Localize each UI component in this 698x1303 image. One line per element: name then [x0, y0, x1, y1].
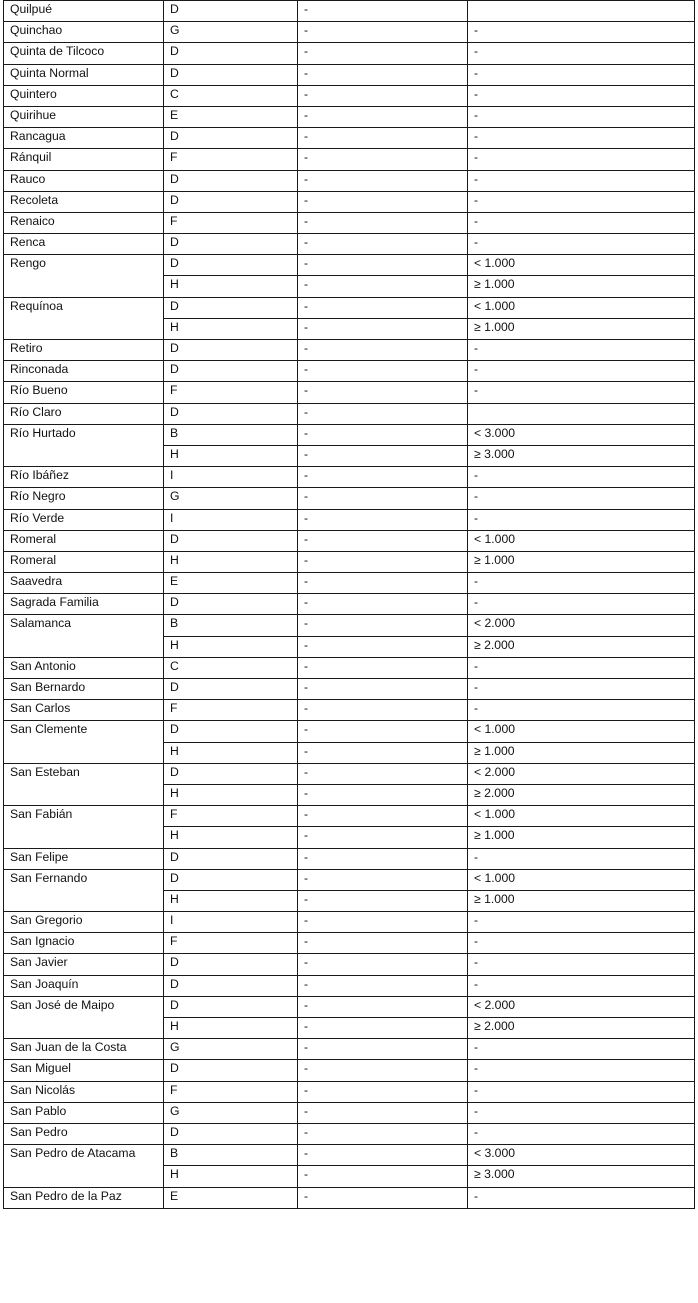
class-cell: C: [164, 657, 298, 678]
class-cell: D: [164, 848, 298, 869]
threshold-cell: -: [468, 848, 695, 869]
column-three-cell: -: [298, 721, 468, 742]
threshold-cell: -: [468, 657, 695, 678]
table-row: [4, 848, 695, 869]
class-cell: B: [164, 1145, 298, 1166]
threshold-cell: < 3.000: [468, 1145, 695, 1166]
column-three-cell: -: [298, 996, 468, 1017]
column-three-cell: -: [298, 85, 468, 106]
class-cell: I: [164, 509, 298, 530]
threshold-cell: -: [468, 488, 695, 509]
commune-name-cell: Renaico: [4, 212, 164, 233]
table-row: [4, 615, 695, 636]
commune-name-cell: Quinta Normal: [4, 64, 164, 85]
class-cell: H: [164, 551, 298, 572]
column-three-cell: -: [298, 509, 468, 530]
column-three-cell: -: [298, 1187, 468, 1208]
class-cell: H: [164, 890, 298, 911]
table-row: [4, 255, 695, 276]
commune-name-cell: Río Hurtado: [4, 424, 164, 466]
class-cell: D: [164, 1123, 298, 1144]
class-cell: H: [164, 276, 298, 297]
threshold-cell: -: [468, 912, 695, 933]
commune-name-cell: San Fabián: [4, 806, 164, 848]
column-three-cell: -: [298, 191, 468, 212]
column-three-cell: -: [298, 1, 468, 22]
commune-name-cell: Rauco: [4, 170, 164, 191]
class-cell: D: [164, 763, 298, 784]
column-three-cell: -: [298, 657, 468, 678]
table-row: [4, 763, 695, 784]
column-three-cell: -: [298, 149, 468, 170]
commune-name-cell: San Javier: [4, 954, 164, 975]
commune-name-cell: Quirihue: [4, 106, 164, 127]
class-cell: H: [164, 742, 298, 763]
class-cell: H: [164, 318, 298, 339]
threshold-cell: ≥ 2.000: [468, 784, 695, 805]
threshold-cell: -: [468, 234, 695, 255]
class-cell: F: [164, 149, 298, 170]
commune-table: [3, 0, 695, 1209]
commune-name-cell: Rancagua: [4, 128, 164, 149]
class-cell: H: [164, 1018, 298, 1039]
class-cell: D: [164, 975, 298, 996]
column-three-cell: -: [298, 700, 468, 721]
class-cell: D: [164, 255, 298, 276]
column-three-cell: -: [298, 1081, 468, 1102]
threshold-cell: -: [468, 975, 695, 996]
commune-name-cell: San Gregorio: [4, 912, 164, 933]
commune-name-cell: Romeral: [4, 551, 164, 572]
commune-name-cell: San Bernardo: [4, 679, 164, 700]
threshold-cell: ≥ 1.000: [468, 890, 695, 911]
threshold-cell: -: [468, 933, 695, 954]
class-cell: E: [164, 106, 298, 127]
commune-name-cell: Quinchao: [4, 22, 164, 43]
table-row: [4, 234, 695, 255]
threshold-cell: -: [468, 149, 695, 170]
column-three-cell: -: [298, 869, 468, 890]
class-cell: D: [164, 1, 298, 22]
commune-name-cell: Salamanca: [4, 615, 164, 657]
threshold-cell: < 2.000: [468, 763, 695, 784]
column-three-cell: -: [298, 615, 468, 636]
commune-name-cell: Río Bueno: [4, 382, 164, 403]
table-row: [4, 657, 695, 678]
table-row: [4, 721, 695, 742]
column-three-cell: -: [298, 234, 468, 255]
table-row: [4, 191, 695, 212]
table-row: [4, 679, 695, 700]
class-cell: H: [164, 636, 298, 657]
class-cell: F: [164, 933, 298, 954]
commune-name-cell: Rinconada: [4, 361, 164, 382]
table-row: [4, 1102, 695, 1123]
commune-name-cell: Quilpué: [4, 1, 164, 22]
class-cell: F: [164, 1081, 298, 1102]
class-cell: D: [164, 721, 298, 742]
class-cell: D: [164, 191, 298, 212]
table-row: [4, 1123, 695, 1144]
class-cell: D: [164, 128, 298, 149]
column-three-cell: -: [298, 742, 468, 763]
commune-name-cell: San Felipe: [4, 848, 164, 869]
column-three-cell: -: [298, 912, 468, 933]
threshold-cell: < 1.000: [468, 721, 695, 742]
class-cell: G: [164, 488, 298, 509]
class-cell: G: [164, 22, 298, 43]
commune-name-cell: San José de Maipo: [4, 996, 164, 1038]
threshold-cell: -: [468, 106, 695, 127]
class-cell: D: [164, 43, 298, 64]
commune-name-cell: Recoleta: [4, 191, 164, 212]
threshold-cell: -: [468, 128, 695, 149]
column-three-cell: -: [298, 1102, 468, 1123]
threshold-cell: -: [468, 1039, 695, 1060]
column-three-cell: -: [298, 806, 468, 827]
threshold-cell: ≥ 2.000: [468, 1018, 695, 1039]
threshold-cell: -: [468, 509, 695, 530]
commune-name-cell: Saavedra: [4, 573, 164, 594]
column-three-cell: -: [298, 276, 468, 297]
table-row: [4, 488, 695, 509]
commune-name-cell: San Carlos: [4, 700, 164, 721]
table-row: [4, 509, 695, 530]
commune-name-cell: Requínoa: [4, 297, 164, 339]
column-three-cell: -: [298, 890, 468, 911]
table-row: [4, 573, 695, 594]
class-cell: D: [164, 64, 298, 85]
class-cell: D: [164, 340, 298, 361]
commune-name-cell: Río Negro: [4, 488, 164, 509]
threshold-cell: -: [468, 1123, 695, 1144]
table-row: [4, 170, 695, 191]
commune-name-cell: San Esteban: [4, 763, 164, 805]
column-three-cell: -: [298, 64, 468, 85]
threshold-cell: -: [468, 43, 695, 64]
class-cell: H: [164, 445, 298, 466]
commune-name-cell: San Pablo: [4, 1102, 164, 1123]
table-row: [4, 700, 695, 721]
column-three-cell: -: [298, 954, 468, 975]
threshold-cell: < 1.000: [468, 869, 695, 890]
commune-name-cell: Río Ibáñez: [4, 467, 164, 488]
commune-name-cell: Rengo: [4, 255, 164, 297]
threshold-cell: [468, 403, 695, 424]
column-three-cell: -: [298, 361, 468, 382]
table-row: [4, 212, 695, 233]
threshold-cell: -: [468, 1060, 695, 1081]
threshold-cell: ≥ 3.000: [468, 445, 695, 466]
column-three-cell: -: [298, 975, 468, 996]
table-row: [4, 424, 695, 445]
threshold-cell: < 1.000: [468, 255, 695, 276]
threshold-cell: ≥ 1.000: [468, 742, 695, 763]
column-three-cell: -: [298, 594, 468, 615]
commune-name-cell: Sagrada Familia: [4, 594, 164, 615]
commune-name-cell: Quinta de Tilcoco: [4, 43, 164, 64]
commune-name-cell: San Clemente: [4, 721, 164, 763]
column-three-cell: -: [298, 1039, 468, 1060]
threshold-cell: -: [468, 170, 695, 191]
threshold-cell: ≥ 1.000: [468, 276, 695, 297]
threshold-cell: -: [468, 212, 695, 233]
threshold-cell: -: [468, 22, 695, 43]
table-row: [4, 22, 695, 43]
table-row: [4, 869, 695, 890]
table-row: [4, 85, 695, 106]
column-three-cell: -: [298, 827, 468, 848]
class-cell: D: [164, 594, 298, 615]
table-row: [4, 382, 695, 403]
commune-name-cell: Romeral: [4, 530, 164, 551]
commune-name-cell: San Pedro de Atacama: [4, 1145, 164, 1187]
column-three-cell: -: [298, 530, 468, 551]
table-row: [4, 1060, 695, 1081]
commune-name-cell: San Antonio: [4, 657, 164, 678]
threshold-cell: ≥ 1.000: [468, 551, 695, 572]
threshold-cell: -: [468, 1102, 695, 1123]
threshold-cell: -: [468, 573, 695, 594]
column-three-cell: -: [298, 340, 468, 361]
column-three-cell: -: [298, 106, 468, 127]
class-cell: G: [164, 1039, 298, 1060]
class-cell: D: [164, 170, 298, 191]
table-row: [4, 975, 695, 996]
commune-name-cell: San Juan de la Costa: [4, 1039, 164, 1060]
commune-name-cell: Río Claro: [4, 403, 164, 424]
class-cell: D: [164, 403, 298, 424]
threshold-cell: -: [468, 1187, 695, 1208]
class-cell: D: [164, 361, 298, 382]
table-row: [4, 1, 695, 22]
column-three-cell: -: [298, 784, 468, 805]
threshold-cell: < 1.000: [468, 806, 695, 827]
threshold-cell: [468, 1, 695, 22]
class-cell: D: [164, 234, 298, 255]
commune-name-cell: San Pedro: [4, 1123, 164, 1144]
column-three-cell: -: [298, 848, 468, 869]
commune-name-cell: San Nicolás: [4, 1081, 164, 1102]
column-three-cell: -: [298, 488, 468, 509]
threshold-cell: -: [468, 340, 695, 361]
column-three-cell: -: [298, 382, 468, 403]
threshold-cell: -: [468, 679, 695, 700]
commune-name-cell: San Pedro de la Paz: [4, 1187, 164, 1208]
threshold-cell: < 1.000: [468, 530, 695, 551]
threshold-cell: < 3.000: [468, 424, 695, 445]
threshold-cell: ≥ 3.000: [468, 1166, 695, 1187]
threshold-cell: -: [468, 700, 695, 721]
class-cell: B: [164, 615, 298, 636]
class-cell: I: [164, 912, 298, 933]
column-three-cell: -: [298, 22, 468, 43]
threshold-cell: ≥ 1.000: [468, 827, 695, 848]
column-three-cell: -: [298, 933, 468, 954]
threshold-cell: < 2.000: [468, 615, 695, 636]
threshold-cell: -: [468, 191, 695, 212]
table-row: [4, 403, 695, 424]
threshold-cell: -: [468, 954, 695, 975]
column-three-cell: -: [298, 424, 468, 445]
table-row: [4, 64, 695, 85]
column-three-cell: -: [298, 128, 468, 149]
table-row: [4, 954, 695, 975]
threshold-cell: < 1.000: [468, 297, 695, 318]
column-three-cell: -: [298, 297, 468, 318]
table-row: [4, 297, 695, 318]
column-three-cell: -: [298, 551, 468, 572]
table-row: [4, 933, 695, 954]
class-cell: D: [164, 1060, 298, 1081]
threshold-cell: ≥ 1.000: [468, 318, 695, 339]
threshold-cell: -: [468, 85, 695, 106]
threshold-cell: -: [468, 382, 695, 403]
column-three-cell: -: [298, 1166, 468, 1187]
table-row: [4, 530, 695, 551]
commune-name-cell: Ránquil: [4, 149, 164, 170]
class-cell: F: [164, 806, 298, 827]
column-three-cell: -: [298, 636, 468, 657]
class-cell: B: [164, 424, 298, 445]
commune-name-cell: Río Verde: [4, 509, 164, 530]
threshold-cell: ≥ 2.000: [468, 636, 695, 657]
column-three-cell: -: [298, 467, 468, 488]
table-row: [4, 551, 695, 572]
threshold-cell: -: [468, 1081, 695, 1102]
table-row: [4, 149, 695, 170]
class-cell: G: [164, 1102, 298, 1123]
class-cell: D: [164, 530, 298, 551]
commune-name-cell: San Fernando: [4, 869, 164, 911]
column-three-cell: -: [298, 1018, 468, 1039]
commune-name-cell: Renca: [4, 234, 164, 255]
column-three-cell: -: [298, 318, 468, 339]
class-cell: H: [164, 784, 298, 805]
table-row: [4, 467, 695, 488]
class-cell: E: [164, 573, 298, 594]
column-three-cell: -: [298, 255, 468, 276]
column-three-cell: -: [298, 679, 468, 700]
column-three-cell: -: [298, 763, 468, 784]
class-cell: F: [164, 700, 298, 721]
class-cell: F: [164, 382, 298, 403]
threshold-cell: -: [468, 594, 695, 615]
column-three-cell: -: [298, 1060, 468, 1081]
column-three-cell: -: [298, 403, 468, 424]
class-cell: H: [164, 827, 298, 848]
class-cell: C: [164, 85, 298, 106]
table-row: [4, 806, 695, 827]
class-cell: D: [164, 996, 298, 1017]
table-row: [4, 361, 695, 382]
table-row: [4, 128, 695, 149]
class-cell: D: [164, 679, 298, 700]
class-cell: H: [164, 1166, 298, 1187]
table-body: [4, 1, 695, 1209]
table-row: [4, 1039, 695, 1060]
table-row: [4, 996, 695, 1017]
class-cell: F: [164, 212, 298, 233]
threshold-cell: < 2.000: [468, 996, 695, 1017]
threshold-cell: -: [468, 361, 695, 382]
column-three-cell: -: [298, 445, 468, 466]
table-row: [4, 43, 695, 64]
column-three-cell: -: [298, 1123, 468, 1144]
class-cell: I: [164, 467, 298, 488]
table-row: [4, 1187, 695, 1208]
column-three-cell: -: [298, 43, 468, 64]
table-row: [4, 340, 695, 361]
class-cell: D: [164, 954, 298, 975]
commune-name-cell: San Joaquín: [4, 975, 164, 996]
table-row: [4, 1081, 695, 1102]
class-cell: D: [164, 869, 298, 890]
commune-name-cell: Retiro: [4, 340, 164, 361]
threshold-cell: -: [468, 467, 695, 488]
column-three-cell: -: [298, 1145, 468, 1166]
class-cell: E: [164, 1187, 298, 1208]
column-three-cell: -: [298, 170, 468, 191]
commune-name-cell: Quintero: [4, 85, 164, 106]
commune-name-cell: San Miguel: [4, 1060, 164, 1081]
table-row: [4, 912, 695, 933]
table-row: [4, 594, 695, 615]
table-row: [4, 1145, 695, 1166]
class-cell: D: [164, 297, 298, 318]
threshold-cell: -: [468, 64, 695, 85]
column-three-cell: -: [298, 212, 468, 233]
commune-name-cell: San Ignacio: [4, 933, 164, 954]
column-three-cell: -: [298, 573, 468, 594]
table-row: [4, 106, 695, 127]
